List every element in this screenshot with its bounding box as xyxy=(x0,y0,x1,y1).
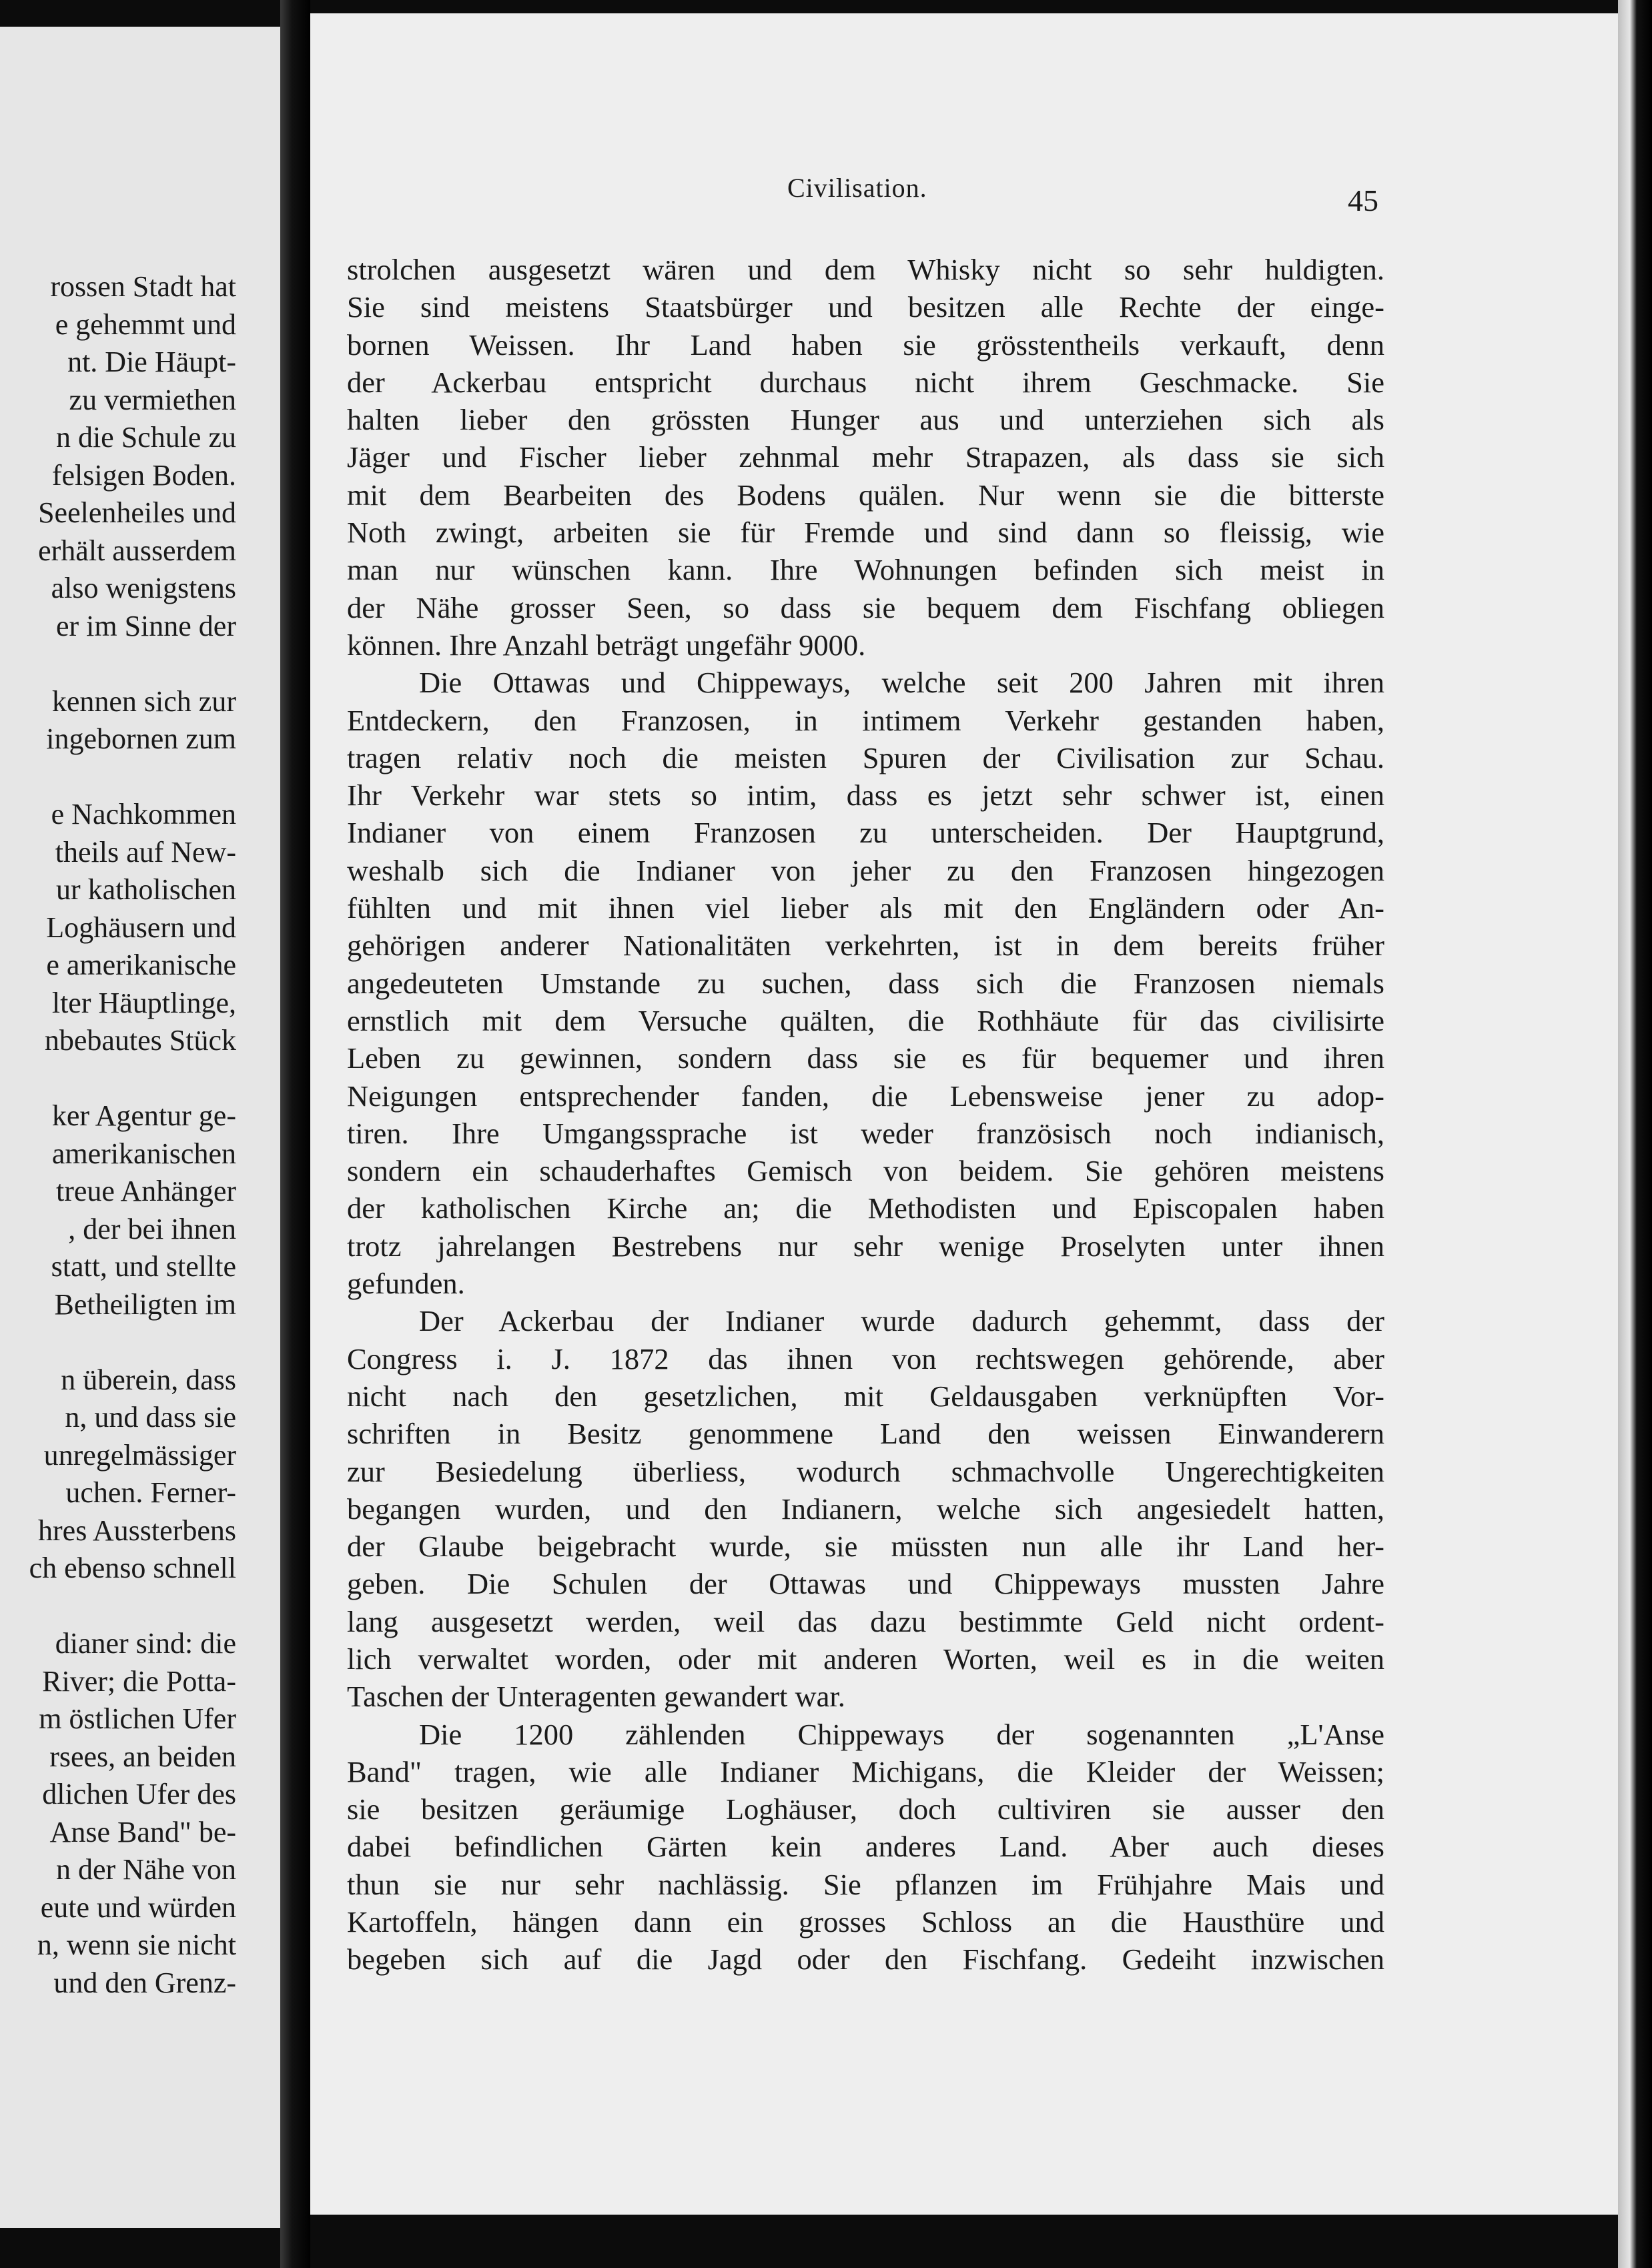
text-line: Leben zu gewinnen, sondern dass sie es für bequemer und ihren xyxy=(347,1041,1384,1075)
paragraph-gap xyxy=(0,645,236,683)
text-line: Ihr Verkehr war stets so intim, dass es jetzt sehr schwer ist, einen xyxy=(347,778,1384,812)
left-text-line: n überein, dass xyxy=(61,1363,236,1396)
left-facing-page xyxy=(0,27,280,2228)
text-line: Die Ottawas und Chippeways, welche seit 200 Jahren mit ihren xyxy=(419,666,1384,700)
text-line: nicht nach den gesetzlichen, mit Geldausgaben verknüpften Vor- xyxy=(347,1379,1384,1413)
running-header: Civilisation. xyxy=(787,173,927,203)
left-text-line: lter Häuptlinge, xyxy=(51,986,236,1019)
left-text-line: Loghäusern und xyxy=(46,911,236,944)
left-text-line: treue Anhänger xyxy=(56,1175,236,1207)
left-text-line: dlichen Ufer des xyxy=(42,1778,236,1810)
left-text-line: River; die Potta- xyxy=(42,1664,236,1698)
left-text-line: n, wenn sie nicht xyxy=(37,1928,236,1961)
left-text-line: e Nachkommen xyxy=(51,798,236,830)
left-text-line: hres Aussterbens xyxy=(38,1514,236,1547)
text-line: begeben sich auf die Jagd oder den Fischfang. Gedeiht inzwischen xyxy=(347,1942,1384,1976)
left-text-line: , der bei ihnen xyxy=(68,1212,236,1245)
page-edge xyxy=(1618,0,1652,2268)
left-text-line: unregelmässiger xyxy=(43,1438,236,1472)
text-line: Entdeckern, den Franzosen, in intimem Verkehr gestanden haben, xyxy=(347,703,1384,737)
text-line: trotz jahrelangen Bestrebens nur sehr wenige Proselyten unter ihnen xyxy=(347,1229,1384,1263)
text-line: Kartoffeln, hängen dann ein grosses Schloss an die Hausthüre und xyxy=(347,1905,1384,1939)
left-text-line: kennen sich zur xyxy=(51,684,236,718)
left-text-line: Seelenheiles und xyxy=(38,496,236,529)
text-line: weshalb sich die Indianer von jeher zu den Franzosen hingezogen xyxy=(347,853,1384,887)
text-line: schriften in Besitz genommene Land den weissen Einwanderern xyxy=(347,1417,1384,1451)
left-text-line: n der Nähe von xyxy=(55,1853,236,1886)
left-text-line: rsees, an beiden xyxy=(49,1740,236,1773)
text-line: fühlten und mit ihnen viel lieber als mit den Engländern oder An- xyxy=(347,891,1384,925)
text-line: der Ackerbau entspricht durchaus nicht ihrem Geschmacke. Sie xyxy=(347,365,1384,399)
left-text-line: nt. Die Häupt- xyxy=(67,346,236,378)
text-line: zur Besiedelung überliess, wodurch schmachvolle Ungerechtigkeiten xyxy=(347,1454,1384,1488)
left-text-line: Betheiligten im xyxy=(54,1287,236,1321)
text-line: tragen relativ noch die meisten Spuren der Civilisation zur Schau. xyxy=(347,740,1384,774)
left-text-line: theils auf New- xyxy=(55,835,236,869)
text-line: gehörigen anderer Nationalitäten verkehrten, ist in dem bereits früher xyxy=(347,929,1384,963)
paragraph-gap xyxy=(0,1323,236,1361)
text-line: lich verwaltet worden, oder mit anderen Worten, weil es in die weiten xyxy=(347,1642,1384,1676)
left-text-line: ingebornen zum xyxy=(46,722,236,755)
text-line: tiren. Ihre Umgangssprache ist weder französisch noch indianisch, xyxy=(347,1116,1384,1150)
left-text-line: eute und würden xyxy=(40,1890,236,1924)
left-text-line: n die Schule zu xyxy=(55,421,236,454)
left-text-line: er im Sinne der xyxy=(55,609,236,642)
text-line: der Glaube beigebracht wurde, sie müssten nun alle ihr Land her- xyxy=(347,1530,1384,1564)
text-line: Noth zwingt, arbeiten sie für Fremde und sind dann so fleissig, wie xyxy=(347,516,1384,550)
page-number: 45 xyxy=(1348,183,1378,217)
left-text-line: und den Grenz- xyxy=(53,1966,236,1999)
text-line: ernstlich mit dem Versuche quälten, die Rothhäute für das civilisirte xyxy=(347,1003,1384,1037)
text-line: sie besitzen geräumige Loghäuser, doch cultiviren sie ausser den xyxy=(347,1792,1384,1826)
left-text-line: rossen Stadt hat xyxy=(50,270,236,303)
text-line: der Nähe grosser Seen, so dass sie bequem dem Fischfang obliegen xyxy=(347,590,1384,624)
text-line: mit dem Bearbeiten des Bodens quälen. Nur wenn sie die bitterste xyxy=(347,478,1384,512)
text-line: sondern ein schauderhaftes Gemisch von beidem. Sie gehören meistens xyxy=(347,1154,1384,1188)
text-line: Die 1200 zählenden Chippeways der sogenannten „L'Anse xyxy=(419,1717,1384,1751)
left-text-line: erhält ausserdem xyxy=(38,534,236,567)
text-line: Congress i. J. 1872 das ihnen von rechtswegen gehörende, aber xyxy=(347,1341,1384,1375)
left-text-line: nbebautes Stück xyxy=(44,1024,236,1057)
left-text-line: Anse Band" be- xyxy=(49,1815,236,1848)
left-text-line: felsigen Boden. xyxy=(51,458,236,492)
text-line: geben. Die Schulen der Ottawas und Chippeways mussten Jahre xyxy=(347,1567,1384,1601)
text-line: dabei befindlichen Gärten kein anderes Land. Aber auch dieses xyxy=(347,1830,1384,1864)
text-line: thun sie nur sehr nachlässig. Sie pflanzen im Frühjahre Mais und xyxy=(347,1867,1384,1901)
left-page-text xyxy=(0,268,236,2002)
text-line: können. Ihre Anzahl beträgt ungefähr 9000. xyxy=(347,628,866,662)
paragraph-gap xyxy=(0,758,236,796)
text-line: Neigungen entsprechender fanden, die Lebensweise jener zu adop- xyxy=(347,1079,1384,1113)
text-line: halten lieber den grössten Hunger aus und unterziehen sich als xyxy=(347,403,1384,437)
left-text-line: dianer sind: die xyxy=(55,1627,236,1660)
left-text-line: m östlichen Ufer xyxy=(39,1702,236,1735)
left-text-line: e amerikanische xyxy=(46,949,236,981)
left-text-line: statt, und stellte xyxy=(51,1250,236,1283)
text-line: Band" tragen, wie alle Indianer Michigans, die Kleider der Weissen; xyxy=(347,1754,1384,1788)
left-text-line: also wenigstens xyxy=(51,572,236,604)
book-gutter xyxy=(280,0,310,2268)
text-line: begangen wurden, und den Indianern, welche sich angesiedelt hatten, xyxy=(347,1492,1384,1526)
left-text-line: ur katholischen xyxy=(55,873,236,906)
text-line: bornen Weissen. Ihr Land haben sie grösstentheils verkauft, denn xyxy=(347,328,1384,362)
text-line: man nur wünschen kann. Ihre Wohnungen befinden sich meist in xyxy=(347,553,1384,587)
text-line: Der Ackerbau der Indianer wurde dadurch gehemmt, dass der xyxy=(419,1304,1384,1338)
left-text-line: zu vermiethen xyxy=(69,383,236,416)
text-line: Indianer von einem Franzosen zu unterscheiden. Der Hauptgrund, xyxy=(347,816,1384,850)
text-line: Jäger und Fischer lieber zehnmal mehr Strapazen, als dass sie sich xyxy=(347,440,1384,474)
left-text-line: amerikanischen xyxy=(51,1137,236,1170)
text-line: Sie sind meistens Staatsbürger und besitzen alle Rechte der einge- xyxy=(347,290,1384,324)
left-text-line: ker Agentur ge- xyxy=(51,1099,236,1132)
text-line: lang ausgesetzt werden, weil das dazu bestimmte Geld nicht ordent- xyxy=(347,1604,1384,1638)
paragraph-gap xyxy=(0,1060,236,1098)
paragraph-gap xyxy=(0,1588,236,1626)
left-text-line: n, und dass sie xyxy=(65,1401,236,1434)
left-text-line: ch ebenso schnell xyxy=(29,1552,236,1584)
left-text-line: e gehemmt und xyxy=(55,308,236,341)
text-line: strolchen ausgesetzt wären und dem Whisky nicht so sehr huldigten. xyxy=(347,253,1384,286)
left-text-line: uchen. Ferner- xyxy=(65,1476,236,1509)
main-text-body xyxy=(347,251,1384,1978)
text-line: gefunden. xyxy=(347,1267,465,1301)
text-line: angedeuteten Umstande zu suchen, dass sich die Franzosen niemals xyxy=(347,966,1384,1000)
text-line: Taschen der Unteragenten gewandert war. xyxy=(347,1680,845,1714)
text-line: der katholischen Kirche an; die Methodisten und Episcopalen haben xyxy=(347,1191,1384,1225)
